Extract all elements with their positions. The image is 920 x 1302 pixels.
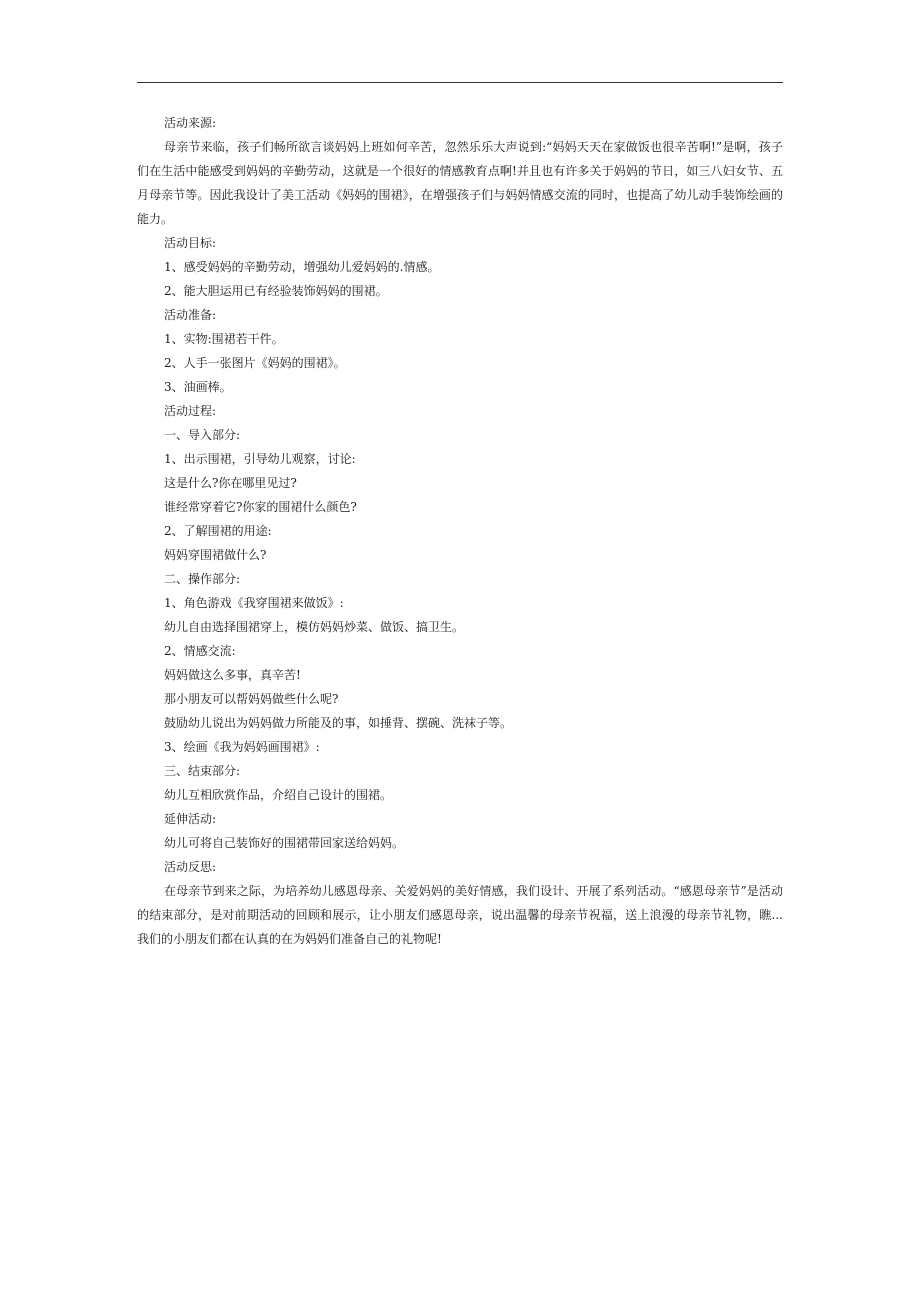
preparation-item: 3、油画棒。 [164, 380, 232, 394]
preparation-item: 1、实物:围裙若干件。 [164, 332, 284, 346]
goals-heading: 活动目标: [164, 236, 217, 250]
process-line: 1、出示围裙，引导幼儿观察，讨论: [164, 452, 356, 466]
preparation-heading: 活动准备: [164, 308, 217, 322]
process-line: 3、绘画《我为妈妈画围裙》: [164, 740, 320, 754]
process-line: 一、导入部分: [164, 428, 241, 442]
process-heading: 活动过程: [164, 404, 217, 418]
process-line: 谁经常穿着它?你家的围裙什么颜色? [164, 500, 357, 514]
reflection-heading: 活动反思: [164, 860, 217, 874]
header-rule [137, 82, 783, 83]
process-line: 1、角色游戏《我穿围裙来做饭》: [164, 596, 344, 610]
process-line: 妈妈穿围裙做什么? [164, 548, 267, 562]
process-line: 三、结束部分: [164, 764, 241, 778]
goal-item: 1、感受妈妈的辛勤劳动，增强幼儿爱妈妈的.情感。 [164, 260, 440, 274]
extension-heading: 延伸活动: [164, 812, 217, 826]
reflection-paragraph: 在母亲节到来之际，为培养幼儿感恩母亲、关爱妈妈的美好情感，我们设计、开展了系列活动。“感恩母亲节”是活动的结束部分，是对前期活动的回顾和展示，让小朋友们感恩母亲，说出温馨的母亲节祝福，送上浪漫的母亲节礼物，瞧...我们的小朋友们都在认真的在为妈妈们准备自己的礼物呢! [137, 884, 783, 946]
activity-source-heading: 活动来源: [164, 116, 217, 130]
preparation-item: 2、人手一张图片《妈妈的围裙》。 [164, 356, 346, 370]
goal-item: 2、能大胆运用已有经验装饰妈妈的围裙。 [164, 284, 388, 298]
process-line: 幼儿互相欣赏作品，介绍自己设计的围裙。 [164, 788, 393, 802]
process-line: 2、情感交流: [164, 644, 236, 658]
process-line: 妈妈做这么多事，真辛苦! [164, 668, 301, 682]
process-line: 幼儿自由选择围裙穿上，模仿妈妈炒菜、做饭、搞卫生。 [164, 620, 465, 634]
extension-text: 幼儿可将自己装饰好的围裙带回家送给妈妈。 [164, 836, 405, 850]
process-line: 那小朋友可以帮妈妈做些什么呢? [164, 692, 339, 706]
activity-source-paragraph: 母亲节来临，孩子们畅所欲言谈妈妈上班如何辛苦，忽然乐乐大声说到:“妈妈天天在家做饭也很辛苦啊!”是啊，孩子们在生活中能感受到妈妈的辛勤劳动，这就是一个很好的情感教育点啊!并且也有许多关于妈妈的节日，如三八妇女节、五月母亲节等。因此我设计了美工活动《妈妈的围裙》，在增强孩子们与妈妈情感交流的同时，也提高了幼儿动手装饰绘画的能力。 [137, 140, 783, 226]
process-line: 2、了解围裙的用途: [164, 524, 272, 538]
process-line: 这是什么?你在哪里见过? [164, 476, 297, 490]
process-line: 二、操作部分: [164, 572, 241, 586]
document-body [137, 111, 783, 951]
process-line: 鼓励幼儿说出为妈妈做力所能及的事，如捶背、摆碗、洗袜子等。 [164, 716, 513, 730]
